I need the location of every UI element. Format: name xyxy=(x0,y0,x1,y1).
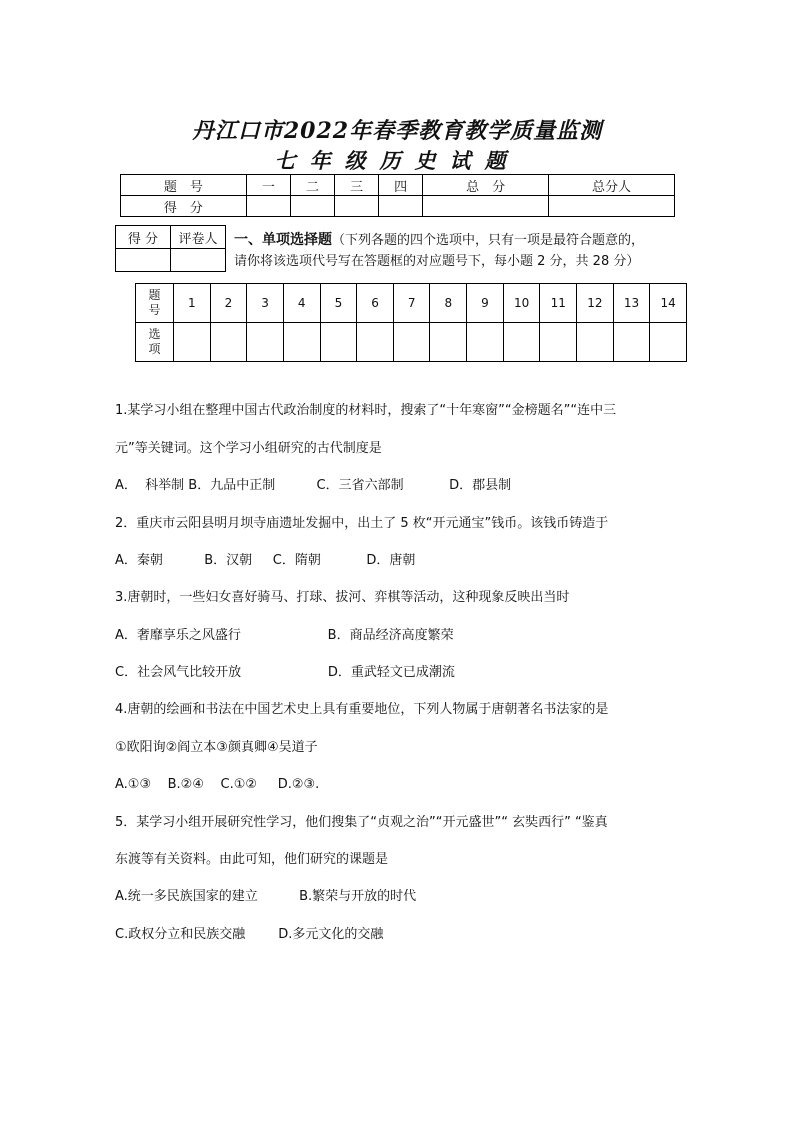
section-1-heading xyxy=(234,230,694,272)
grader-score-label: 得 分 xyxy=(116,226,171,249)
answer-blank xyxy=(577,323,614,362)
score-table xyxy=(120,174,675,217)
grader-table xyxy=(115,225,226,272)
answer-number: 4 xyxy=(283,284,320,323)
answer-number: 1 xyxy=(174,284,211,323)
answer-row-label-choice: 选 项 xyxy=(136,323,174,362)
score-row-label: 得 分 xyxy=(121,196,247,217)
answer-blank xyxy=(320,323,357,362)
question-5-stem-line1: 5．某学习小组开展研究性学习，他们搜集了“贞观之治”“开元盛世”“ 玄奘西行” “鉴真 xyxy=(115,815,608,830)
answer-blank xyxy=(357,323,394,362)
score-blank xyxy=(246,196,290,217)
score-cell-label: 题 号 xyxy=(121,175,247,196)
section-1-title: 一、单项选择题 xyxy=(234,232,332,248)
answer-number: 7 xyxy=(393,284,430,323)
answer-number: 9 xyxy=(467,284,504,323)
question-3-options-ab: A．奢靡享乐之风盛行 B．商品经济高度繁荣 xyxy=(115,628,454,643)
score-blank xyxy=(379,196,423,217)
question-1-options: A． 科举制 B．九品中正制 C．三省六部制 D．郡县制 xyxy=(115,478,512,493)
answer-blank xyxy=(613,323,650,362)
exam-subtitle: 七年级历史试题 xyxy=(274,148,520,173)
score-cell-part2: 二 xyxy=(290,175,334,196)
question-4-stem-line1: 4.唐朝的绘画和书法在中国艺术史上具有重要地位，下列人物属于唐朝著名书法家的是 xyxy=(115,702,609,717)
answer-blank xyxy=(503,323,540,362)
section-1-instructions-1: （下列各题的四个选项中，只有一项是最符合题意的， xyxy=(332,233,645,248)
answer-blank xyxy=(247,323,284,362)
question-1-stem-line2: 元”等关键词。这个学习小组研究的古代制度是 xyxy=(115,441,382,456)
question-3-options-cd: C．社会风气比较开放 D．重武轻文已成潮流 xyxy=(115,665,455,680)
score-cell-grader: 总分人 xyxy=(549,175,675,196)
answer-table xyxy=(135,283,687,362)
score-blank xyxy=(335,196,379,217)
answer-blank xyxy=(467,323,504,362)
question-5-options-cd: C.政权分立和民族交融 D.多元文化的交融 xyxy=(115,927,384,942)
score-table-score-row xyxy=(121,196,675,217)
answer-number: 13 xyxy=(613,284,650,323)
answer-number: 12 xyxy=(577,284,614,323)
answer-number: 2 xyxy=(210,284,247,323)
exam-title: 丹江口市2022年春季教育教学质量监测 xyxy=(191,118,603,144)
answer-number: 10 xyxy=(503,284,540,323)
answer-number: 11 xyxy=(540,284,577,323)
score-cell-part4: 四 xyxy=(379,175,423,196)
score-cell-part3: 三 xyxy=(335,175,379,196)
answer-number: 5 xyxy=(320,284,357,323)
grader-blank xyxy=(116,249,171,272)
score-blank xyxy=(423,196,549,217)
grader-name-label: 评卷人 xyxy=(171,226,226,249)
question-5-options-ab: A.统一多民族国家的建立 B.繁荣与开放的时代 xyxy=(115,889,417,904)
answer-choice-row xyxy=(136,323,687,362)
question-5-stem-line2: 东渡等有关资料。由此可知，他们研究的课题是 xyxy=(115,852,389,867)
section-1-instructions-2: 请你将该选项代号写在答题框的对应题号下，每小题 2 分，共 28 分） xyxy=(234,254,640,269)
answer-blank xyxy=(650,323,687,362)
score-table-header-row xyxy=(121,175,675,196)
answer-blank xyxy=(540,323,577,362)
question-4-stem-line2: ①欧阳询②阎立本③颜真卿④吴道子 xyxy=(115,740,318,755)
answer-row-label-number: 题 号 xyxy=(136,284,174,323)
grader-blank xyxy=(171,249,226,272)
question-3-stem: 3.唐朝时，一些妇女喜好骑马、打球、拔河、弈棋等活动，这种现象反映出当时 xyxy=(115,590,570,605)
answer-blank xyxy=(283,323,320,362)
answer-number: 3 xyxy=(247,284,284,323)
answer-number: 14 xyxy=(650,284,687,323)
answer-number: 8 xyxy=(430,284,467,323)
answer-number-row xyxy=(136,284,687,323)
answer-blank xyxy=(174,323,211,362)
question-4-options: A.①③ B.②④ C.①② D.②③. xyxy=(115,777,320,792)
answer-number: 6 xyxy=(357,284,394,323)
score-blank xyxy=(290,196,334,217)
question-2-stem: 2．重庆市云阳县明月坝寺庙遗址发掘中，出土了 5 枚“开元通宝”钱币。该钱币铸造于 xyxy=(115,516,609,531)
question-2-options: A．秦朝 B．汉朝 C．隋朝 D．唐朝 xyxy=(115,553,416,568)
answer-blank xyxy=(393,323,430,362)
score-cell-total: 总 分 xyxy=(423,175,549,196)
answer-blank xyxy=(430,323,467,362)
score-blank xyxy=(549,196,675,217)
question-1-stem-line1: 1.某学习小组在整理中国古代政治制度的材料时，搜索了“十年寒窗”“金榜题名”“连中三 xyxy=(115,403,617,418)
answer-blank xyxy=(210,323,247,362)
score-cell-part1: 一 xyxy=(246,175,290,196)
